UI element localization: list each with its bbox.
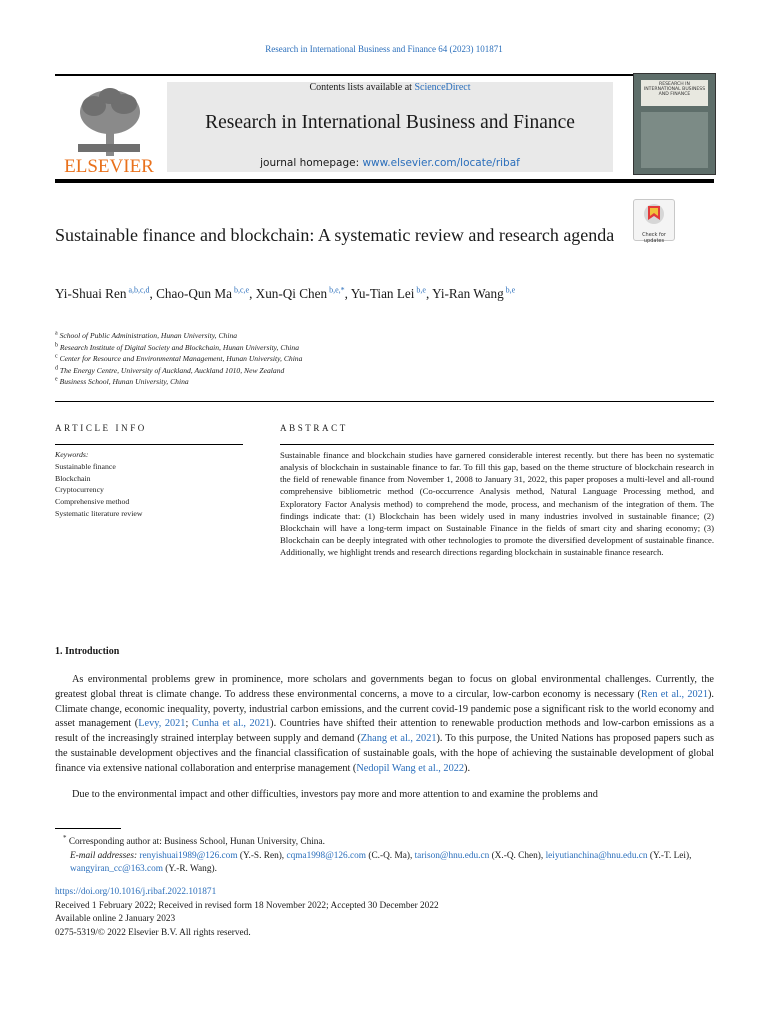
author-affiliation-marks[interactable]: b,c,e [231,285,250,295]
author-affiliation-marks[interactable]: a,b,c,d [126,285,150,295]
affiliation-text: School of Public Administration, Hunan University, China [57,331,238,340]
contents-line: Contents lists available at ScienceDirect [309,82,471,93]
author-name[interactable]: Yi-Shuai Ren [55,286,127,301]
article-info-heading: ARTICLE INFO [55,423,147,433]
introduction-paragraph-2: Due to the environmental impact and other difficulties, investors pay more and more attention to and examine the problems and [72,789,598,800]
cover-artwork [641,112,708,168]
affiliation-item [55,342,575,354]
article-info-rule [55,444,243,445]
affiliation-text: Business School, Hunan University, China [57,377,189,386]
section-rule [55,401,714,402]
introduction-heading: 1. Introduction [55,646,120,657]
journal-cover-thumbnail[interactable] [633,73,716,175]
email-link[interactable]: renyishuai1989@126.com [139,850,238,861]
elsevier-logo [54,82,164,174]
journal-homepage: journal homepage: www.elsevier.com/locate/ribaf [260,157,520,169]
email-link[interactable]: wangyiran_cc@163.com [70,864,163,875]
top-rule [55,74,714,76]
journal-homepage-link[interactable]: www.elsevier.com/locate/ribaf [362,157,520,169]
affiliation-mark: b [55,341,58,348]
abstract-rule [280,444,714,445]
journal-title: Research in International Business and Finance [205,112,575,133]
email-link[interactable]: cqma1998@126.com [286,850,367,861]
elsevier-wordmark: ELSEVIER [64,156,154,174]
abstract-text: Sustainable finance and blockchain studies have garnered considerable interest recently. but there has been no systematic analysis of blockchain in sustainable finance to far. To fill this gap, based on the theme structure of blockchain research in the field of renewable finance from November 1, 2008 to January 31, 2022, this paper proposes a multi-level and all-round comprehensive bibliometric method (Co-occurrence Analysis method, Natural Language Processing method, and Exploratory Factor Analysis method) to comprehend the mode, process, and mechanism of the integration of them. The findings indicate that: (1) Blockchain has been widely used in many industries involved in sustainable finance; (2) Blockchain will have a long-term impact on Sustainable Finance in the fields of smart city and sharing economy; (3) Blockchain can be deeply integrated with other technologies to promote the diversified development of sustainable finance. Additionally, we highlight trends and research directions regarding blockchain in sustainable finance research. [280,450,714,558]
author-affiliation-marks[interactable]: b,e,* [327,285,345,295]
article-title: Sustainable finance and blockchain: A systematic review and research agenda [55,225,615,245]
keyword-item: Cryptocurrency [55,485,104,495]
affiliation-mark: e [55,376,58,383]
journal-citation-link[interactable]: Research in International Business and Finance 64 (2023) 101871 [265,44,503,54]
crossmark-icon [634,200,674,228]
affiliation-text: Research Institute of Digital Society and Blockchain, Hunan University, China [58,342,299,352]
author-list: Yi-Shuai Ren $^{a,b,c,d}$, Chao-Qun Ma $^{b,c,e}$, Xun-Qi Chen $^{b,e,*}$, Yu-Tian Lei $^{b,e}$, Yi-Ran Wang $^{b,e}$ [55,285,516,301]
introduction-paragraph: As environmental problems grew in prominence, more scholars and governments began to focus on global environmental challenges. Currently, the greatest global threat is climate change. To address these environmental concerns, a move to a circular, low-carbon economy is necessary (Ren et al., 2021). Climate change, economic inequality, poverty, industrial carbon emissions, and the current covid-19 pandemic pose a significant risk to the world economy and asset management (Levy, 2021; Cunha et al., 2021). Countries have shifted their attention to renewable production methods and low-carbon emissions as a result of the increasingly strained interplay between supply and demand (Zhang et al., 2021). To this purpose, the United Nations has proposed papers such as the sustainable development objectives and the financial classification of sustainable goals, with the hope of achieving the sustainable development of global finance via extensive national collaboration and enterprise management (Nedopil Wang et al., 2022). [55,674,715,774]
footnotes [55,832,714,877]
affiliation-mark: d [55,364,58,371]
author-affiliation-marks[interactable]: b,e [414,285,426,295]
author-name[interactable]: Yu-Tian Lei [350,286,415,301]
author-name[interactable]: Xun-Qi Chen [255,286,328,301]
affiliation-item [55,330,575,342]
cover-title: RESEARCH IN INTERNATIONAL BUSINESS AND FINANCE [641,80,708,106]
corresponding-author-note: * Corresponding author at: Business School, Hunan University, China. [63,834,325,848]
affiliation-mark: c [55,353,58,360]
affiliation-text: The Energy Centre, University of Auckland, Auckland 1010, New Zealand [58,365,285,375]
sciencedirect-link[interactable]: ScienceDirect [414,82,471,93]
available-online: Available online 2 January 2023 [55,914,176,924]
affiliation-mark: a [55,330,58,337]
publication-info [55,886,714,940]
footnote-rule [55,828,121,829]
citation-link[interactable]: Nedopil Wang et al., 2022 [356,762,465,774]
affiliation-item [55,376,575,388]
masthead-rule [55,179,714,183]
check-for-updates-button[interactable] [633,199,675,244]
copyright: 0275-5319/© 2022 Elsevier B.V. All rights reserved. [55,927,251,938]
keywords-label: Keywords: [55,450,89,459]
received-dates: Received 1 February 2022; Received in revised form 18 November 2022; Accepted 30 December 2022 [55,900,439,911]
keyword-item: Comprehensive method [55,497,130,507]
email-addresses: E-mail addresses: renyishuai1989@126.com (Y.-S. Ren), cqma1998@126.com (C.-Q. Ma), tarison@hnu.edu.cn (X.-Q. Chen), leiyutianchina@hnu.edu.cn (Y.-T. Lei), wangyiran_cc@163.com (Y.-R. Wang). [70,850,692,875]
crossmark-label: Check for updates [642,232,666,244]
affiliation-item [55,353,575,365]
keyword-item: Systematic literature review [55,508,143,518]
email-link[interactable]: tarison@hnu.edu.cn [414,850,490,861]
citation-link[interactable]: Zhang et al., 2021 [360,733,437,745]
keywords-block [55,449,245,520]
abstract-heading: ABSTRACT [280,423,348,433]
email-link[interactable]: leiyutianchina@hnu.edu.cn [545,850,648,861]
affiliation-item [55,365,575,377]
keyword-list [55,461,245,520]
keyword-item: Sustainable finance [55,461,116,471]
author-affiliation-marks[interactable]: b,e [503,285,516,295]
citation-link[interactable]: Cunha et al., 2021 [191,718,271,730]
author-name[interactable]: Yi-Ran Wang [432,286,504,301]
citation-link[interactable]: Levy, 2021 [138,718,186,730]
citation-link[interactable]: Ren et al., 2021 [640,688,708,700]
doi-link[interactable]: https://doi.org/10.1016/j.ribaf.2022.101871 [55,887,217,897]
affiliation-text: Center for Resource and Environmental Management, Hunan University, China [57,354,303,363]
author-name[interactable]: Chao-Qun Ma [156,286,232,301]
keyword-item: Blockchain [55,473,91,483]
affiliation-list [55,330,575,388]
